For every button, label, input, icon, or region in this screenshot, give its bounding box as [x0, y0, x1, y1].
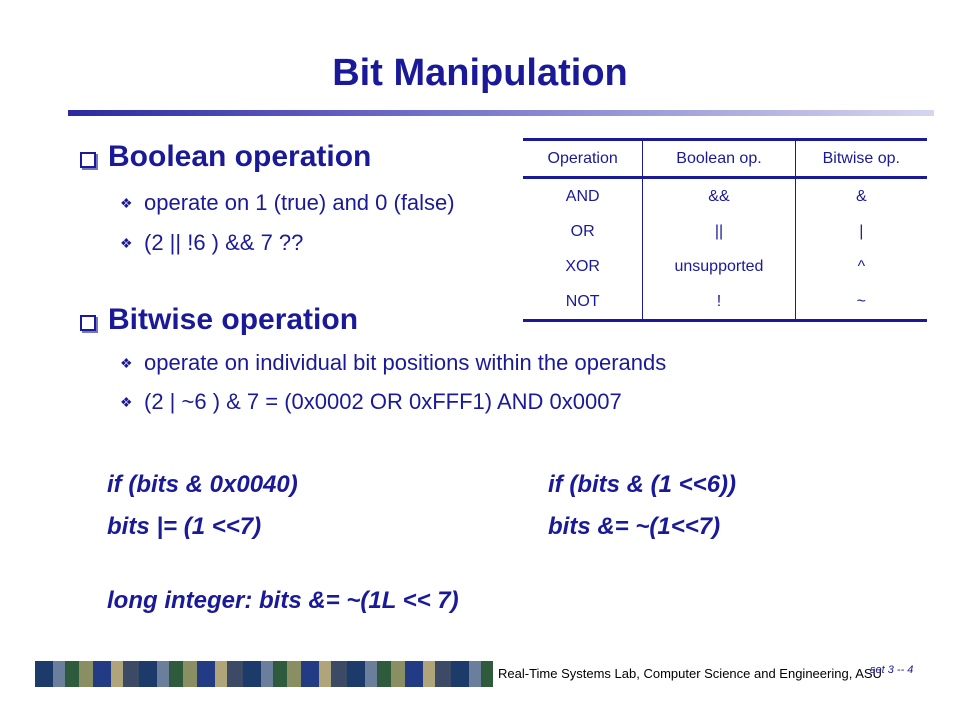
- table-cell: ||: [643, 214, 795, 249]
- square-bullet-icon: [80, 152, 96, 168]
- footer-text: Real-Time Systems Lab, Computer Science and Engineering, ASU: [498, 666, 882, 681]
- table-cell: AND: [565, 187, 600, 205]
- table-cell: XOR: [565, 257, 600, 275]
- title-divider: [68, 110, 934, 116]
- section-heading-label: Bitwise operation: [108, 303, 359, 336]
- code-line: bits |= (1 <<7): [107, 513, 262, 540]
- diamond-bullet-icon: ❖: [120, 195, 133, 211]
- table-row: [523, 178, 927, 215]
- section-heading-label: Boolean operation: [108, 140, 372, 173]
- operations-table: [523, 138, 927, 322]
- bullet-item: [120, 350, 666, 376]
- table-cell: ^: [795, 249, 927, 284]
- footer-banner-image: [35, 661, 493, 687]
- table-cell: |: [795, 214, 927, 249]
- diamond-bullet-icon: ❖: [120, 394, 133, 410]
- bullet-item: [120, 190, 455, 216]
- table-row: [523, 284, 927, 321]
- table-cell: &&: [643, 178, 795, 215]
- bullet-text: (2 | ~6 ) & 7 = (0x0002 OR 0xFFF1) AND 0x0007: [144, 389, 622, 414]
- section-heading-bitwise: [80, 303, 358, 337]
- bullet-text: (2 || !6 ) && 7 ??: [144, 230, 304, 255]
- table-cell: !: [643, 284, 795, 321]
- table-cell: unsupported: [643, 249, 795, 284]
- code-line: if (bits & (1 <<6)): [548, 471, 737, 498]
- bullet-item: [120, 389, 622, 415]
- diamond-bullet-icon: ❖: [120, 235, 133, 251]
- table-row: [523, 249, 927, 284]
- table-header-cell: Operation: [523, 140, 643, 178]
- section-heading-boolean: [80, 140, 371, 174]
- square-bullet-icon: [80, 315, 96, 331]
- code-line: bits &= ~(1<<7): [548, 513, 721, 540]
- table-cell: OR: [570, 222, 595, 240]
- table-header-cell: Bitwise op.: [795, 140, 927, 178]
- table-header-row: [523, 140, 927, 178]
- diamond-bullet-icon: ❖: [120, 355, 133, 371]
- bullet-item: [120, 230, 303, 256]
- table-cell: NOT: [523, 284, 643, 321]
- code-line: long integer: bits &= ~(1L << 7): [107, 587, 459, 614]
- slide-number: set 3 -- 4: [870, 664, 914, 676]
- table-header-cell: Boolean op.: [643, 140, 795, 178]
- bullet-text: operate on 1 (true) and 0 (false): [144, 190, 455, 215]
- table-cell: &: [795, 178, 927, 215]
- table-cell: ~: [795, 284, 927, 321]
- slide-title: Bit Manipulation: [332, 52, 628, 94]
- code-line: if (bits & 0x0040): [107, 471, 298, 498]
- table-row: [523, 214, 927, 249]
- bullet-text: operate on individual bit positions within the operands: [144, 350, 667, 375]
